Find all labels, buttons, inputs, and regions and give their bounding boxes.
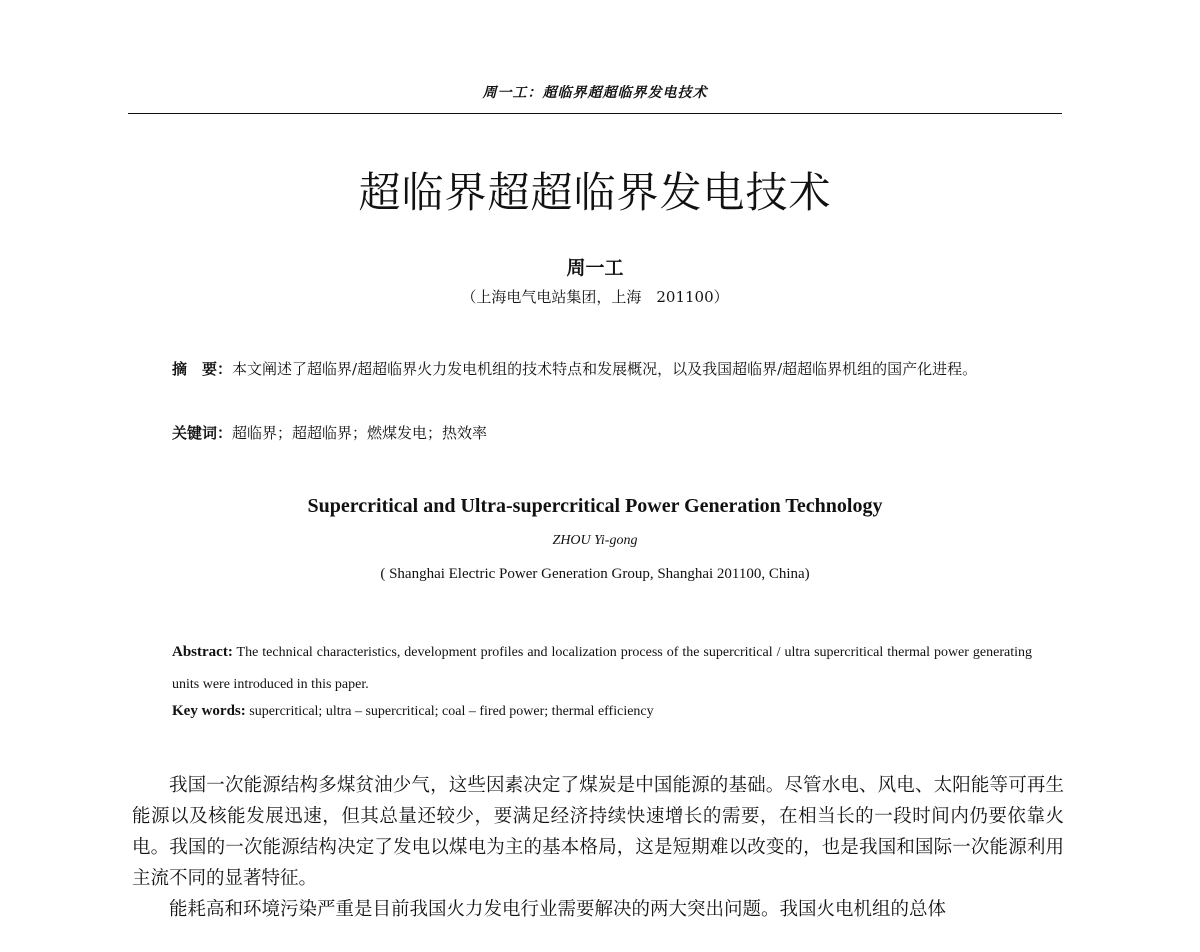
abstract-en: [172, 636, 1032, 701]
paper-title-en: Supercritical and Ultra-supercritical Power Generation Technology: [307, 495, 883, 517]
affiliation-cn: （上海电气电站集团，上海 201100）: [461, 288, 729, 306]
abstract-cn-label: 摘 要：: [172, 360, 233, 378]
keywords-cn: [172, 422, 1042, 443]
keywords-cn-label: 关键词：: [172, 424, 233, 442]
abstract-cn: [172, 354, 1042, 384]
affiliation-en: ( Shanghai Electric Power Generation Group, Shanghai 201100, China): [380, 566, 810, 582]
abstract-cn-text: 本文阐述了超临界/超超临界火力发电机组的技术特点和发展概况，以及我国超临界/超超临界机组的国产化进程。: [232, 360, 978, 378]
author-cn: 周一工: [566, 257, 624, 279]
keywords-cn-text: 超临界；超超临界；燃煤发电；热效率: [232, 424, 488, 442]
keywords-en-text: supercritical; ultra – supercritical; coal – fired power; thermal efficiency: [245, 704, 654, 719]
header-rule: [128, 113, 1062, 114]
paper-title-cn: 超临界超超临界发电技术: [358, 168, 832, 217]
author-en: ZHOU Yi-gong: [552, 533, 638, 548]
body-paragraph-2: 能耗高和环境污染严重是目前我国火力发电行业需要解决的两大突出问题。我国火电机组的总体: [169, 899, 947, 920]
abstract-en-label: Abstract:: [172, 644, 233, 660]
abstract-en-text: The technical characteristics, development profiles and localization process of the supercritical / ultra supercritical thermal power generating units were introduced in this paper.: [172, 645, 1032, 692]
keywords-en: [172, 703, 1032, 720]
body-paragraph-1: 我国一次能源结构多煤贫油少气，这些因素决定了煤炭是中国能源的基础。尽管水电、风电、太阳能等可再生能源以及核能发展迅速，但其总量还较少，要满足经济持续快速增长的需要，在相当长的一段时间内仍要依靠火电。我国的一次能源结构决定了发电以煤电为主的基本格局，这是短期难以改变的，也是我国和国际一次能源利用主流不同的显著特征。: [132, 775, 1064, 889]
keywords-en-label: Key words:: [172, 703, 246, 719]
body-text: [132, 770, 1064, 925]
running-head: 周一工：超临界超超临界发电技术: [482, 85, 708, 101]
